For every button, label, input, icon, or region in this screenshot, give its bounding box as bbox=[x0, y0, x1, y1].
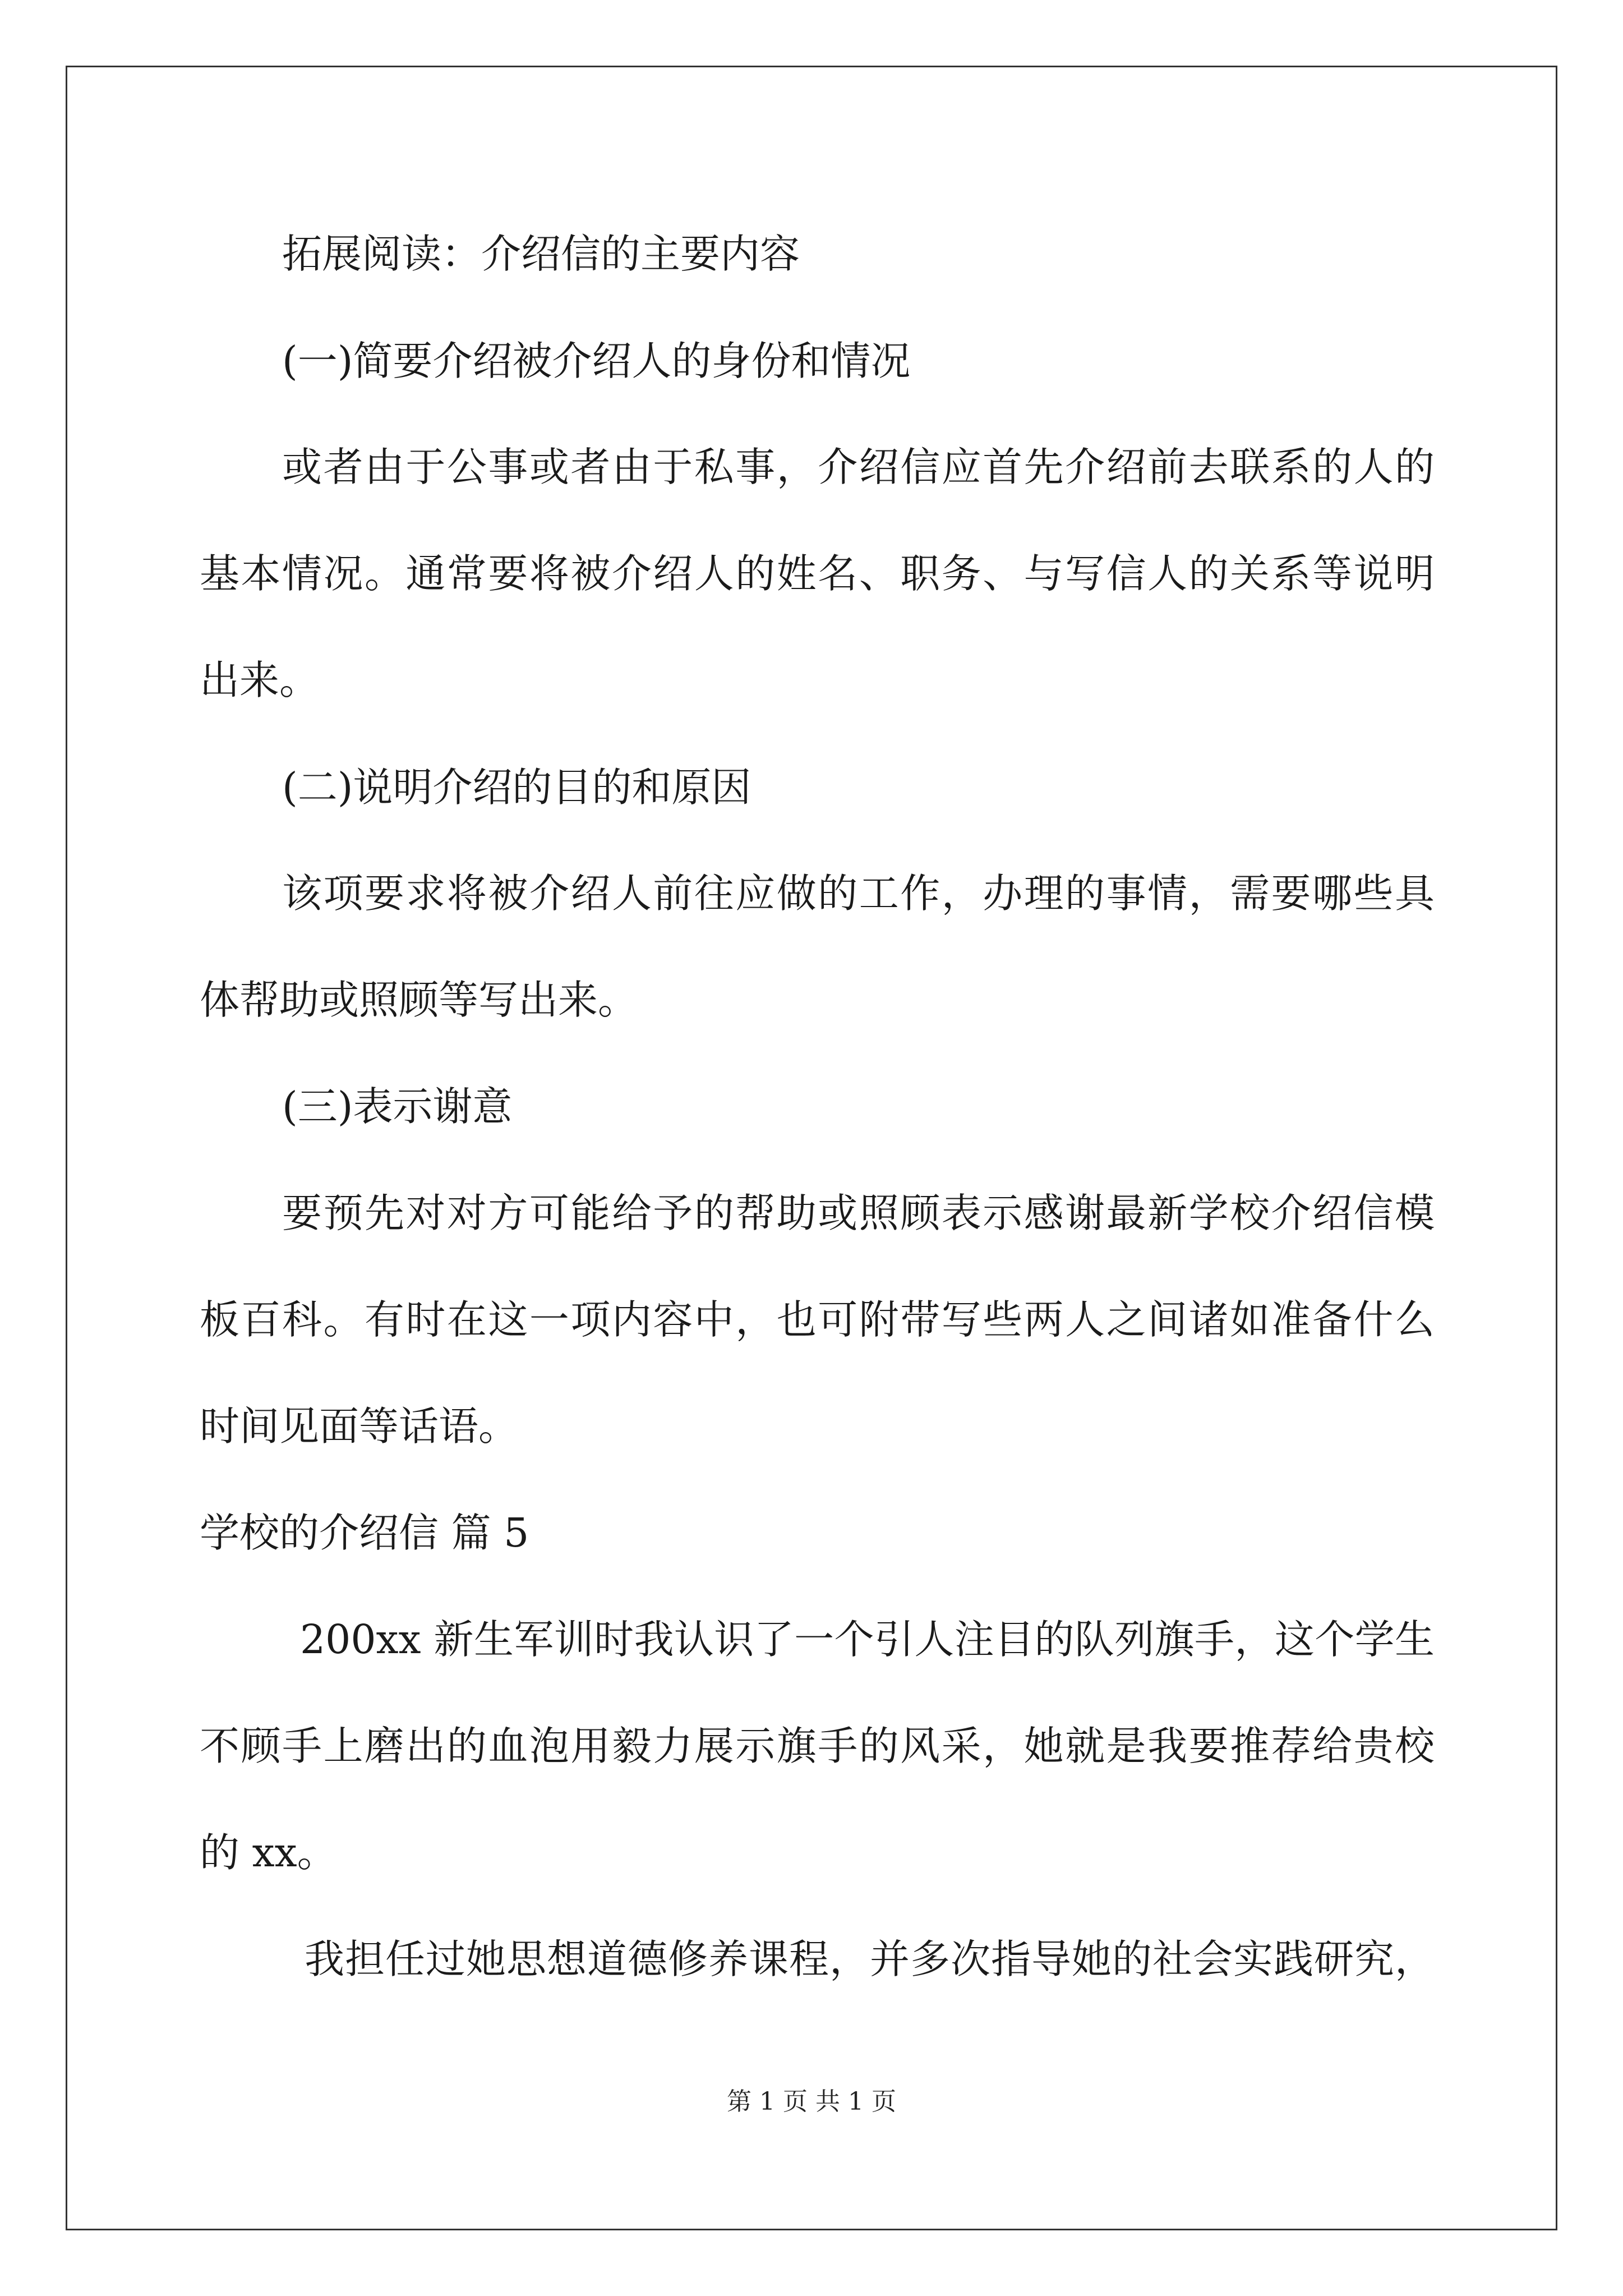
paragraph-line: 我担任过她思想道德修养课程，并多次指导她的社会实践研究， bbox=[305, 1936, 1435, 1982]
paragraph-line: 该项要求将被介绍人前往应做的工作，办理的事情，需要哪些具 bbox=[282, 870, 1435, 917]
heading-extended-reading: 拓展阅读：介绍信的主要内容 bbox=[282, 231, 800, 277]
paragraph-line: 板百科。有时在这一项内容中，也可附带写些两人之间诸如准备什么 bbox=[200, 1296, 1435, 1343]
paragraph-line: 的 xx。 bbox=[200, 1829, 337, 1876]
paragraph-line: 或者由于公事或者由于私事，介绍信应首先介绍前去联系的人的 bbox=[282, 444, 1435, 490]
section-heading-2: (二)说明介绍的目的和原因 bbox=[282, 764, 751, 811]
paragraph-line: 出来。 bbox=[200, 657, 320, 703]
paragraph-line: 体帮助或照顾等写出来。 bbox=[200, 977, 638, 1023]
page-border bbox=[66, 66, 1557, 2230]
paragraph-line: 要预先对对方可能给予的帮助或照顾表示感谢最新学校介绍信模 bbox=[282, 1190, 1435, 1236]
paragraph-line: 200xx 新生军训时我认识了一个引人注目的队列旗手，这个学生 bbox=[300, 1616, 1435, 1663]
section-title: 学校的介绍信 篇 5 bbox=[200, 1510, 529, 1556]
paragraph-line: 时间见面等话语。 bbox=[200, 1403, 519, 1450]
section-heading-3: (三)表示谢意 bbox=[282, 1083, 513, 1130]
paragraph-line: 基本情况。通常要将被介绍人的姓名、职务、与写信人的关系等说明 bbox=[200, 550, 1435, 597]
paragraph-line: 不顾手上磨出的血泡用毅力展示旗手的风采，她就是我要推荐给贵校 bbox=[200, 1723, 1435, 1769]
page-footer: 第 1 页 共 1 页 bbox=[727, 2087, 896, 2116]
section-heading-1: (一)简要介绍被介绍人的身份和情况 bbox=[282, 338, 911, 384]
